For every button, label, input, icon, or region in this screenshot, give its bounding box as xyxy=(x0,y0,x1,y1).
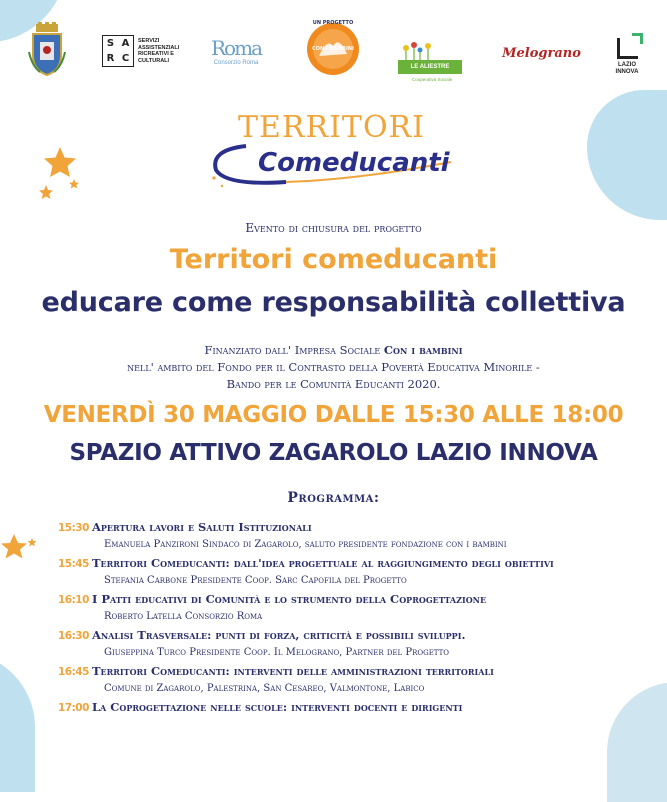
session-time: 15:30 xyxy=(58,522,89,534)
il-melograno-logo: Melograno xyxy=(502,45,581,61)
list-item xyxy=(58,662,658,698)
event-date: VENERDÌ 30 MAGGIO DALLE 15:30 ALLE 18:00 xyxy=(43,402,624,428)
brand-title-bottom: Comeducanti xyxy=(258,148,450,178)
event-location: SPAZIO ATTIVO ZAGAROLO LAZIO INNOVA xyxy=(69,440,598,466)
funder-name: Con i bambini xyxy=(383,343,463,357)
session-title: Apertura lavori e Saluti Istituzionali xyxy=(91,520,312,534)
list-item xyxy=(58,590,658,626)
territori-comeducanti-logo xyxy=(200,110,470,190)
partner-logos xyxy=(0,14,667,82)
zagarolo-crest-logo xyxy=(28,22,66,76)
session-title: Analisi Trasversale: punti di forza, criticità e possibili sviluppi. xyxy=(91,628,466,642)
list-item xyxy=(58,626,658,662)
background-blob-top-right xyxy=(587,90,667,220)
decorative-stars-icon xyxy=(36,145,86,207)
session-title: Territori Comeducanti: dall'idea progettuale al raggiungimento degli obiettivi xyxy=(91,556,554,570)
event-label: Evento di chiusura del progetto xyxy=(245,221,422,235)
list-item xyxy=(58,518,658,554)
session-speakers: Stefania Carbone Presidente Coop. Sarc Capofila del Progetto xyxy=(104,575,407,586)
session-time: 16:10 xyxy=(58,594,89,606)
session-time: 16:30 xyxy=(58,630,89,642)
con-i-bambini-logo xyxy=(305,16,361,78)
le-aliestre-logo: LE ALIESTRE Cooperativa Sociale xyxy=(398,40,464,76)
session-time: 16:45 xyxy=(58,666,89,678)
svg-text:UN PROGETTO: UN PROGETTO xyxy=(312,20,354,26)
programme-heading: Programma: xyxy=(287,490,380,506)
session-title: La Coprogettazione nelle scuole: interventi docenti e dirigenti xyxy=(91,700,463,714)
decorative-star-icon xyxy=(0,530,40,570)
lazio-innova-logo: LAZIO INNOVA xyxy=(612,34,642,80)
session-speakers: Emanuela Panzironi Sindaco di Zagarolo, saluto presidente fondazione con i bambini xyxy=(104,539,507,550)
list-item xyxy=(58,554,658,590)
background-blob-bottom-left xyxy=(0,652,35,792)
sarc-logo-text: SERVIZI ASSISTENZIALI RICREATIVI E CULTURALI xyxy=(138,38,180,64)
session-speakers: Giuseppina Turco Presidente Coop. Il Melograno, Partner del Progetto xyxy=(104,647,450,658)
svg-text:CON I BAMBINI: CON I BAMBINI xyxy=(312,46,354,52)
list-item xyxy=(58,698,658,716)
session-title: Territori Comeducanti: interventi delle amministrazioni territoriali xyxy=(91,664,494,678)
title-line-1: Territori comeducanti xyxy=(169,244,498,275)
session-speakers: Roberto Latella Consorzio Roma xyxy=(104,611,263,622)
brand-title-top: TERRITORI xyxy=(238,110,425,145)
programme-list xyxy=(58,518,658,716)
session-title: I Patti educativi di Comunità e lo strumento della Coprogettazione xyxy=(91,592,487,606)
session-time: 17:00 xyxy=(58,702,89,714)
session-speakers: Comune di Zagarolo, Palestrina, San Cesareo, Valmontone, Labico xyxy=(104,683,425,694)
session-time: 15:45 xyxy=(58,558,89,570)
sarc-logo: S A R C SERVIZI ASSISTENZIALI RICREATIVI E CULTURALI xyxy=(102,34,184,68)
consorzio-roma-logo: Roma Consorzio Roma xyxy=(211,36,261,66)
funding-text: Finanziato dall' Impresa Sociale Con i bambini nell' ambito del Fondo per il Contrasto della Povertà Educativa Minorile - Bando per le Comunità Educanti 2020. xyxy=(127,343,540,391)
title-line-2: educare come responsabilità collettiva xyxy=(41,287,626,318)
